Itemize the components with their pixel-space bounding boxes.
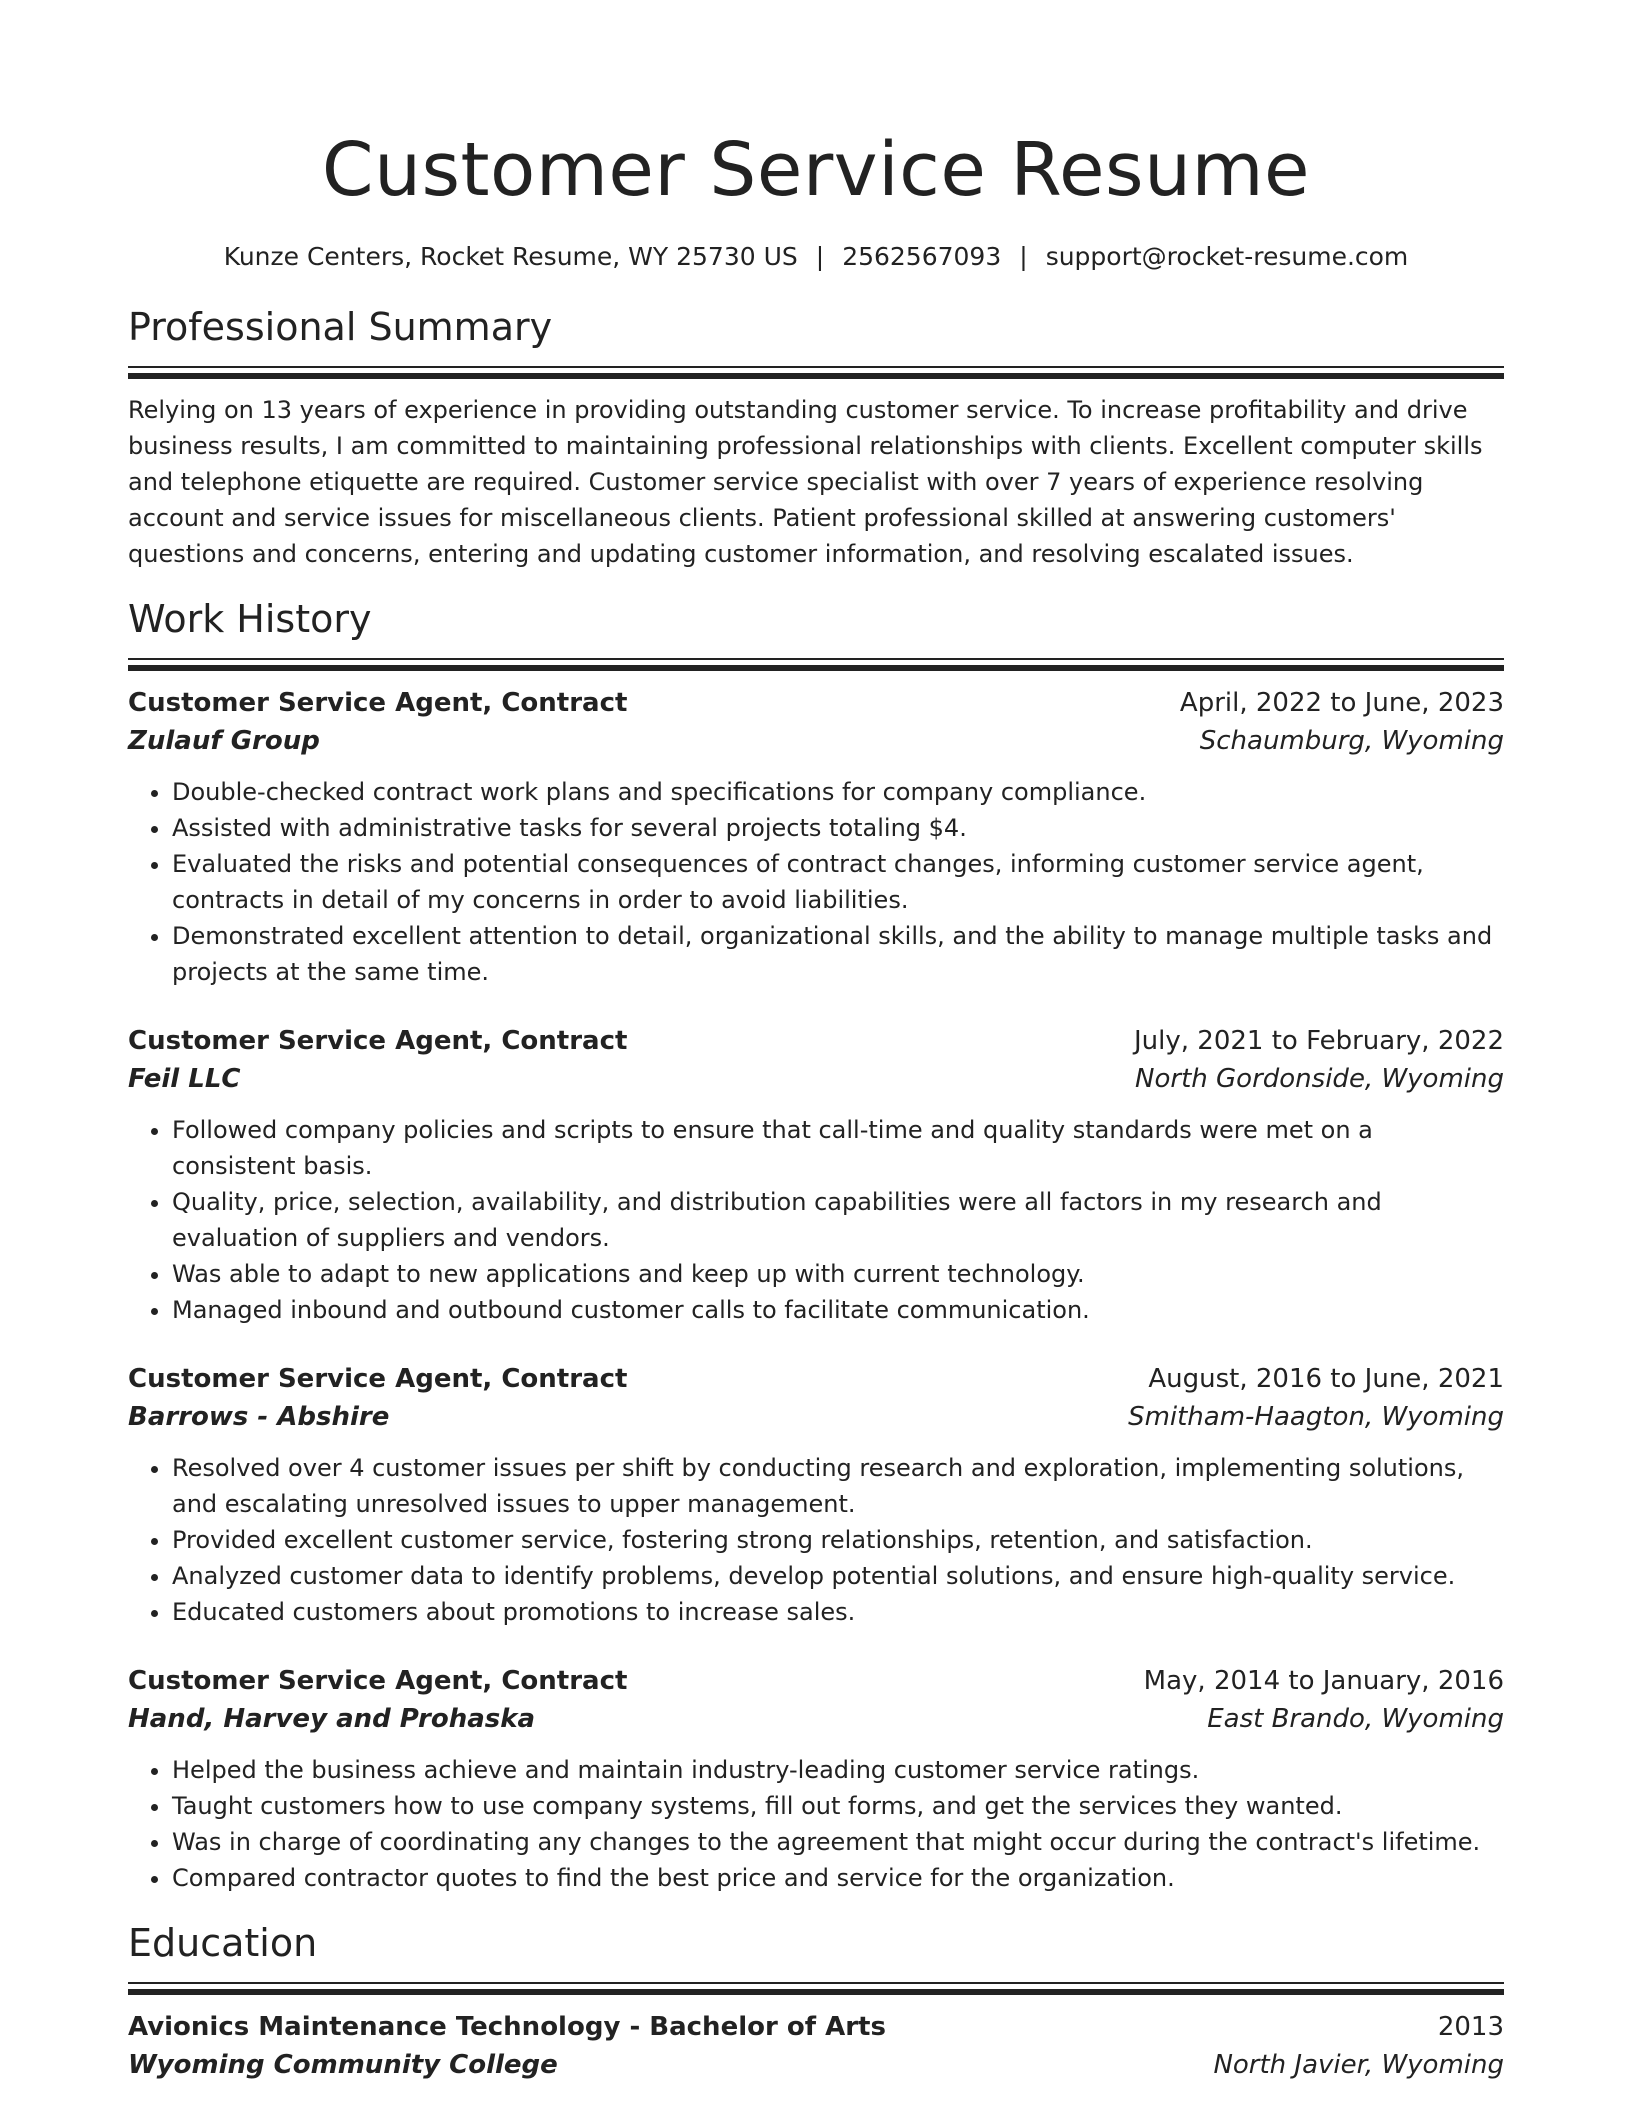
section-heading-education: Education [128, 1921, 318, 1965]
job-entry [128, 1662, 1504, 1896]
list-item: • Quality, price, selection, availability, and distribution capabilities were all factors in my research and evaluation of suppliers and vendors. [172, 1184, 1504, 1256]
job-dates: August, 2016 to June, 2021 [1148, 1364, 1504, 1394]
job-location: Schaumburg, Wyoming [1199, 726, 1504, 756]
resume-title: Customer Service Resume [321, 127, 1311, 213]
section-divider [128, 366, 1504, 378]
summary-text: Relying on 13 years of experience in providing outstanding customer service. To increase profitability and drive business results, I am committed to maintaining professional relationships with clients. Excellent computer skills and telephone etiquette are required. Customer service specialist with over 7 years of experience resolving account and service issues for miscellaneous clients. Patient professional skilled at answering customers' questions and concerns, entering and updating customer information, and resolving escalated issues. [128, 396, 1483, 568]
section-divider [128, 1982, 1504, 1994]
section-heading-summary: Professional Summary [128, 305, 553, 349]
education-location: North Javier, Wyoming [1213, 2050, 1504, 2080]
job-subheader [128, 722, 1504, 760]
list-item: • Demonstrated excellent attention to detail, organizational skills, and the ability to manage multiple tasks and projects at the same time. [172, 918, 1504, 990]
job-dates: July, 2021 to February, 2022 [1134, 1026, 1504, 1056]
job-header [128, 1360, 1504, 1398]
job-title: Customer Service Agent, Contract [128, 688, 628, 718]
contact-separator: | [815, 242, 825, 271]
contact-phone: 2562567093 [842, 242, 1002, 271]
job-title: Customer Service Agent, Contract [128, 1364, 628, 1394]
job-company: Hand, Harvey and Prohaska [128, 1704, 536, 1734]
list-item: • Double-checked contract work plans and specifications for company compliance. [172, 774, 1504, 810]
job-dates: May, 2014 to January, 2016 [1143, 1666, 1504, 1696]
education-header [128, 2008, 1504, 2046]
job-company: Barrows - Abshire [128, 1402, 390, 1432]
job-subheader [128, 1398, 1504, 1436]
job-title: Customer Service Agent, Contract [128, 1026, 628, 1056]
job-entry [128, 684, 1504, 990]
education-entry [128, 2008, 1504, 2084]
list-item: • Managed inbound and outbound customer calls to facilitate communication. [172, 1292, 1504, 1328]
contact-separator: | [1019, 242, 1028, 271]
education-school: Wyoming Community College [128, 2050, 558, 2080]
contact-address: Kunze Centers, Rocket Resume, WY 25730 US [223, 242, 798, 271]
job-header [128, 684, 1504, 722]
job-company: Feil LLC [128, 1064, 241, 1094]
job-dates: April, 2022 to June, 2023 [1179, 688, 1504, 718]
education-section [128, 1918, 1504, 2084]
education-year: 2013 [1437, 2012, 1504, 2042]
section-divider [128, 658, 1504, 670]
summary-section [128, 302, 1504, 572]
job-bullets [128, 774, 1504, 990]
list-item: • Followed company policies and scripts to ensure that call-time and quality standards were met on a consistent basis. [172, 1112, 1504, 1184]
list-item: • Compared contractor quotes to find the best price and service for the organization. [172, 1860, 1504, 1896]
job-header [128, 1022, 1504, 1060]
job-bullets [128, 1752, 1504, 1896]
list-item: • Analyzed customer data to identify problems, develop potential solutions, and ensure high-quality service. [172, 1558, 1504, 1594]
resume-page [128, 0, 1504, 2084]
education-degree: Avionics Maintenance Technology - Bachelor of Arts [128, 2012, 886, 2042]
section-heading-work: Work History [128, 597, 372, 641]
job-entry [128, 1022, 1504, 1328]
list-item: • Resolved over 4 customer issues per shift by conducting research and exploration, implementing solutions, and escalating unresolved issues to upper management. [172, 1450, 1504, 1522]
list-item: • Helped the business achieve and maintain industry-leading customer service ratings. [172, 1752, 1504, 1788]
job-bullets [128, 1450, 1504, 1630]
list-item: • Assisted with administrative tasks for several projects totaling $4. [172, 810, 1504, 846]
job-location: East Brando, Wyoming [1207, 1704, 1504, 1734]
job-header [128, 1662, 1504, 1700]
list-item: • Was able to adapt to new applications and keep up with current technology. [172, 1256, 1504, 1292]
contact-email: support@rocket-resume.com [1045, 242, 1409, 271]
list-item: • Was in charge of coordinating any changes to the agreement that might occur during the contract's lifetime. [172, 1824, 1504, 1860]
job-company: Zulauf Group [128, 726, 320, 756]
list-item: • Provided excellent customer service, fostering strong relationships, retention, and satisfaction. [172, 1522, 1504, 1558]
job-subheader [128, 1700, 1504, 1738]
work-section [128, 594, 1504, 1896]
list-item: • Taught customers how to use company systems, fill out forms, and get the services they wanted. [172, 1788, 1504, 1824]
list-item: • Evaluated the risks and potential consequences of contract changes, informing customer service agent, contracts in detail of my concerns in order to avoid liabilities. [172, 846, 1504, 918]
job-location: Smitham-Haagton, Wyoming [1128, 1402, 1504, 1432]
contact-line [128, 240, 1504, 274]
education-subheader [128, 2046, 1504, 2084]
job-bullets [128, 1112, 1504, 1328]
job-entry [128, 1360, 1504, 1630]
job-location: North Gordonside, Wyoming [1135, 1064, 1504, 1094]
list-item: • Educated customers about promotions to increase sales. [172, 1594, 1504, 1630]
job-subheader [128, 1060, 1504, 1098]
job-title: Customer Service Agent, Contract [128, 1666, 628, 1696]
